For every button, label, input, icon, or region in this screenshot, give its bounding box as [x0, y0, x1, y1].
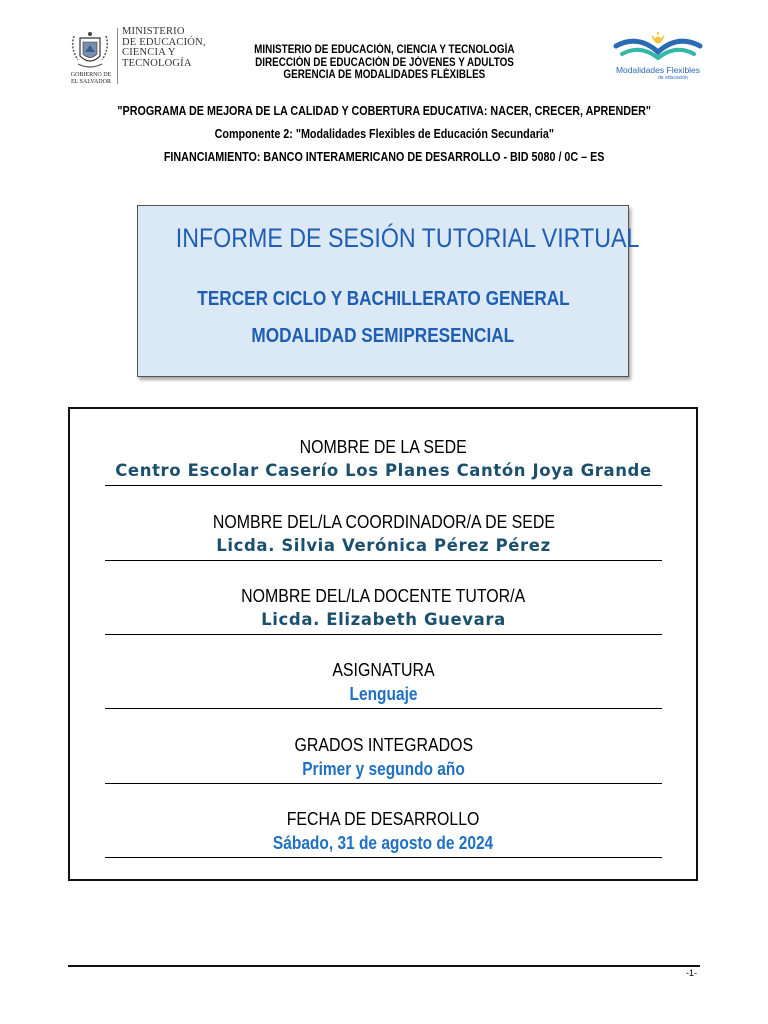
flexible-modalities-logo	[608, 32, 708, 84]
field-value: Primer y segundo año	[302, 759, 465, 779]
field-value: Licda. Elizabeth Guevara	[261, 610, 506, 629]
report-title-row	[138, 223, 640, 253]
field-underline	[105, 708, 662, 709]
field-label: ASIGNATURA	[332, 659, 435, 680]
field-label: GRADOS INTEGRADOS	[294, 734, 473, 755]
program-title: "PROGRAMA DE MEJORA DE LA CALIDAD Y COBERTURA EDUCATIVA: NACER, CRECER, APRENDER"	[117, 104, 651, 118]
field-value: Lenguaje	[349, 684, 418, 704]
program-title-line	[0, 104, 768, 118]
field-grades	[105, 734, 662, 804]
logo-divider	[117, 28, 118, 84]
report-title: INFORME DE SESIÓN TUTORIAL VIRTUAL	[175, 223, 640, 253]
session-info-box	[68, 407, 698, 881]
field-underline	[105, 634, 662, 635]
logo-subtitle: de educación	[658, 75, 688, 81]
field-coordinator	[105, 511, 662, 581]
header-line-management: GERENCIA DE MODALIDADES FLÉXIBLES	[283, 69, 485, 81]
component-title: Componente 2: "Modalidades Flexibles de Educación Secundaria"	[214, 127, 554, 141]
field-underline	[105, 560, 662, 561]
ministry-logo-line: TECNOLOGÍA	[122, 57, 192, 69]
field-label: NOMBRE DEL/LA DOCENTE TUTOR/A	[241, 585, 526, 606]
footer-rule	[68, 965, 700, 967]
report-subtitle-level: TERCER CICLO Y BACHILLERATO GENERAL	[196, 288, 570, 310]
field-underline	[105, 783, 662, 784]
ministry-logo-text	[122, 27, 206, 69]
gov-logo-text	[66, 72, 116, 86]
government-logo	[66, 26, 206, 90]
field-subject	[105, 659, 662, 729]
financing-title: FINANCIAMIENTO: BANCO INTERAMERICANO DE DESARROLLO - BID 5080 / 0C – ES	[163, 150, 605, 164]
header-line-direction: DIRECCIÓN DE EDUCACIÓN DE JÓVENES Y ADULTOS	[254, 56, 514, 69]
financing-line	[0, 150, 768, 164]
logo-name: Modalidades Flexibles	[615, 65, 701, 75]
open-book-icon	[608, 32, 708, 66]
page-number: -1-	[686, 968, 697, 978]
header-title	[200, 44, 568, 82]
report-subtitle-row	[138, 288, 628, 310]
field-value: Sábado, 31 de agosto de 2024	[273, 833, 494, 853]
report-title-box	[137, 205, 640, 377]
field-value: Licda. Silvia Verónica Pérez Pérez	[216, 536, 551, 555]
field-tutor	[105, 585, 662, 655]
gov-logo-line: EL SALVADOR	[71, 79, 111, 85]
field-site-name	[105, 436, 662, 506]
field-value: Centro Escolar Caserío Los Planes Cantón Joya Grande	[115, 461, 652, 480]
field-underline	[105, 857, 662, 858]
report-subtitle-modality: MODALIDAD SEMIPRESENCIAL	[251, 325, 515, 347]
ministry-logo-line: CIENCIA Y	[122, 47, 176, 58]
component-line	[0, 127, 768, 141]
ministry-logo-line: DE EDUCACIÓN,	[122, 36, 206, 48]
field-label: NOMBRE DEL/LA COORDINADOR/A DE SEDE	[212, 511, 555, 532]
field-date	[105, 808, 662, 878]
gov-logo-line: GOBIERNO DE	[70, 72, 112, 78]
field-label: FECHA DE DESARROLLO	[287, 808, 480, 829]
field-label: NOMBRE DE LA SEDE	[299, 436, 468, 457]
ministry-logo-line: MINISTERIO	[122, 26, 185, 37]
report-subtitle-row	[138, 325, 628, 347]
header-line-ministry: MINISTERIO DE EDUCACIÓN, CIENCIA Y TECNOLOGÍA	[253, 44, 515, 56]
field-underline	[105, 485, 662, 486]
